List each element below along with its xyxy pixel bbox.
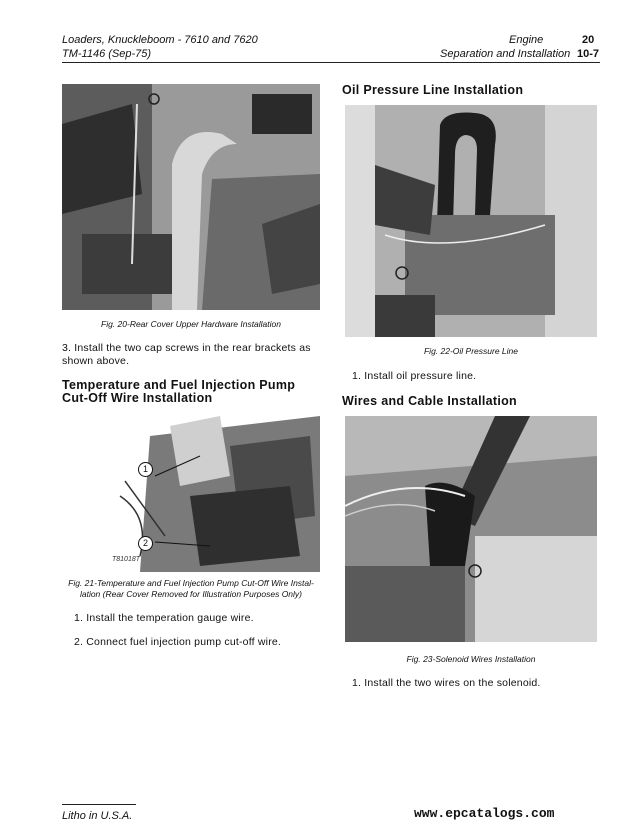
step-2-fuel-cutoff-wire: 2. Connect fuel injection pump cut-off wire. (74, 636, 282, 648)
section-title-temperature-line2: Cut-Off Wire Installation (62, 391, 213, 405)
figure-22-caption: Fig. 22-Oil Pressure Line (423, 346, 518, 356)
header-manual-title: Loaders, Knuckleboom - 7610 and 7620 (62, 34, 258, 46)
figure-23-caption: Fig. 23-Solenoid Wires Installation (406, 654, 536, 664)
step-3-text: 3. Install the two cap screws in the rear brackets as shown above. (62, 342, 311, 367)
figure-21-caption-line2: lation (Rear Cover Removed for Illustration Purposes Only) (79, 589, 303, 599)
header-page-number: 10-7 (577, 48, 600, 60)
figure-21-callout-2: 2 (138, 536, 153, 551)
step-1-temperature-wire: 1. Install the temperation gauge wire. (74, 612, 254, 624)
section-title-temperature-line1: Temperature and Fuel Injection Pump (62, 378, 296, 392)
footer-watermark-url: www.epcatalogs.com (414, 806, 555, 821)
section-title-oil-pressure: Oil Pressure Line Installation (342, 83, 524, 97)
figure-20-photo (62, 84, 320, 310)
step-1-solenoid-wires: 1. Install the two wires on the solenoid. (352, 677, 541, 689)
figure-21-callout-1: 1 (138, 462, 153, 477)
section-title-wires-cable: Wires and Cable Installation (342, 394, 517, 408)
step-1-oil-pressure-line: 1. Install oil pressure line. (352, 370, 477, 382)
header-manual-number: TM-1146 (Sep-75) (62, 48, 152, 60)
header-rule (62, 62, 600, 63)
header-section-number: 20 (582, 34, 595, 46)
figure-21-caption-line1: Fig. 21-Temperature and Fuel Injection Pump Cut-Off Wire Instal- (68, 578, 314, 588)
footer-rule (62, 804, 136, 805)
header-section-name: Engine (509, 34, 544, 46)
figure-23-image (345, 416, 597, 642)
figure-22-image (345, 105, 597, 337)
figure-20-caption: Fig. 20-Rear Cover Upper Hardware Installation (101, 319, 281, 329)
header-page-title: Separation and Installation (440, 48, 571, 60)
footer-litho: Litho in U.S.A. (62, 810, 133, 822)
figure-21-photo (110, 416, 320, 572)
figure-20-image (62, 84, 320, 310)
figure-22-photo (345, 105, 597, 337)
figure-23-photo (345, 416, 597, 642)
figure-21-photo-id: T81018T (112, 556, 141, 563)
